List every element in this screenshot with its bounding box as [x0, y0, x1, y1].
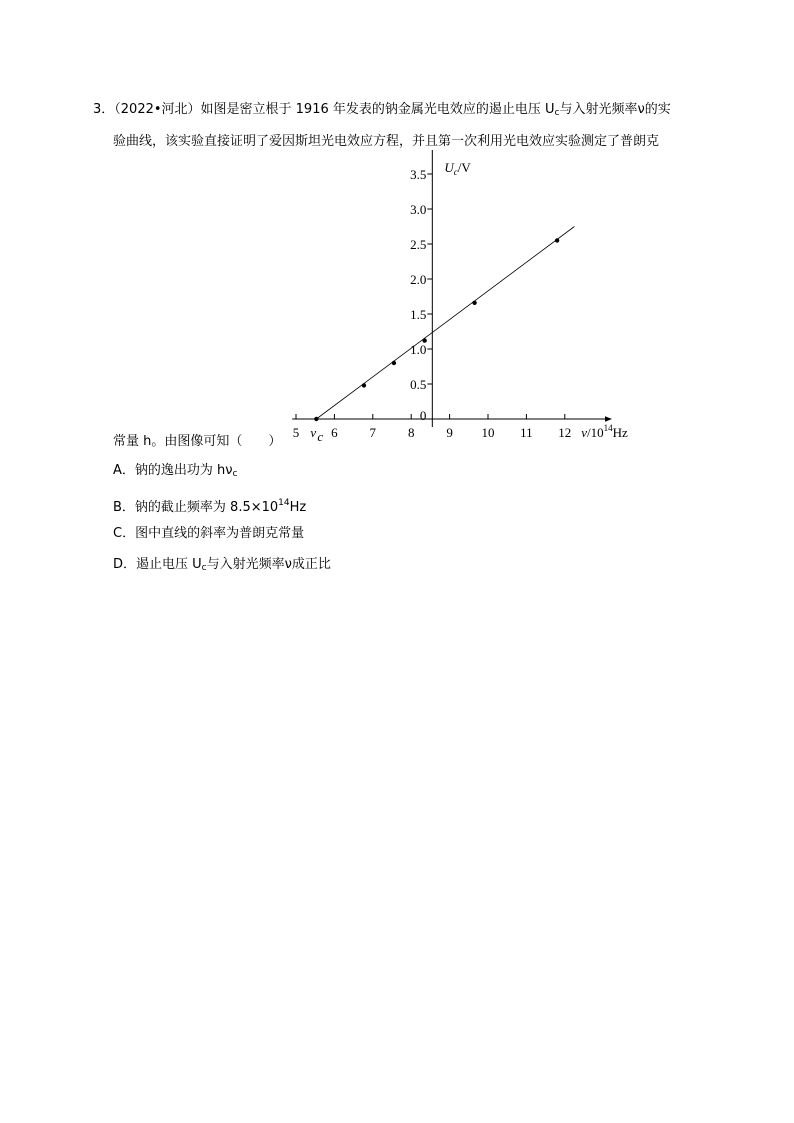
question-line-1: [93, 101, 671, 122]
cutoff-point: [314, 417, 318, 421]
y-tick-label: 2.5: [410, 237, 427, 252]
y-tick-label: 2.0: [410, 272, 427, 287]
option-d[interactable]: [113, 556, 331, 577]
x-axis-title: $\nu/10^{14}Hz$: [581, 423, 628, 440]
option-b-unit: Hz: [289, 500, 307, 515]
question-text-1: （2022•河北）如图是密立根于 1916 年发表的钠金属光电效应的遏止电压 U: [114, 102, 555, 117]
option-a-text: A．钠的逸出功为 h: [113, 463, 226, 478]
x-tick-label: 10: [481, 425, 495, 440]
x-tick-label: 12: [558, 425, 572, 440]
question-number: 3．: [93, 102, 115, 117]
cutoff-label: ν: [310, 425, 317, 440]
x-tick-label: 9: [446, 425, 453, 440]
question-line-2: 验曲线，该实验直接证明了爱因斯坦光电效应方程，并且第一次利用光电效应实验测定了普朗克: [113, 134, 660, 149]
y-tick-label: 1.5: [410, 307, 427, 322]
chart-ticks: [296, 174, 565, 419]
option-a-nu: ν: [225, 463, 233, 478]
x-tick-label: 7: [369, 425, 377, 440]
cutoff-label-subscript: c: [317, 429, 324, 444]
y-tick-label: 1.0: [410, 342, 427, 357]
option-b-superscript: 14: [278, 498, 290, 508]
chart-points: [314, 238, 559, 421]
option-c[interactable]: [113, 525, 304, 543]
y-axis-title: $U_c/V$: [444, 160, 471, 177]
option-b-text: B．钠的截止频率为 8.5×10: [113, 500, 279, 515]
fit-line: [316, 227, 574, 420]
option-d-tail: 与入射光频率ν成正比: [206, 557, 331, 572]
photoelectric-chart: [270, 150, 650, 450]
data-point: [392, 361, 396, 365]
y-tick-label: 3.0: [410, 202, 427, 217]
option-b[interactable]: [113, 494, 306, 517]
x-tick-label: 11: [520, 425, 533, 440]
question-text-1-subscript: c: [554, 108, 560, 118]
chart-labels: [293, 160, 628, 444]
data-point: [555, 238, 559, 242]
y-tick-label: 0: [419, 408, 427, 423]
data-point: [472, 301, 476, 305]
y-tick-label: 3.5: [410, 167, 427, 182]
data-point: [362, 383, 366, 387]
chart-axes: [292, 150, 611, 427]
x-tick-label: 6: [331, 425, 338, 440]
question-text-1-tail: 与入射光频率ν的实: [559, 102, 671, 117]
option-d-subscript: c: [201, 563, 207, 573]
question-line-3: 常量 h。由图像可知（ ）: [113, 434, 282, 449]
option-c-text: C．图中直线的斜率为普朗克常量: [113, 526, 305, 541]
option-a[interactable]: [113, 462, 237, 483]
option-a-subscript: c: [232, 469, 238, 479]
y-tick-label: 0.5: [410, 377, 427, 392]
chart-fit-line-group: [316, 227, 574, 420]
x-tick-label: 8: [407, 425, 415, 440]
x-tick-label: 5: [292, 425, 300, 440]
option-d-text: D．遏止电压 U: [113, 557, 202, 572]
